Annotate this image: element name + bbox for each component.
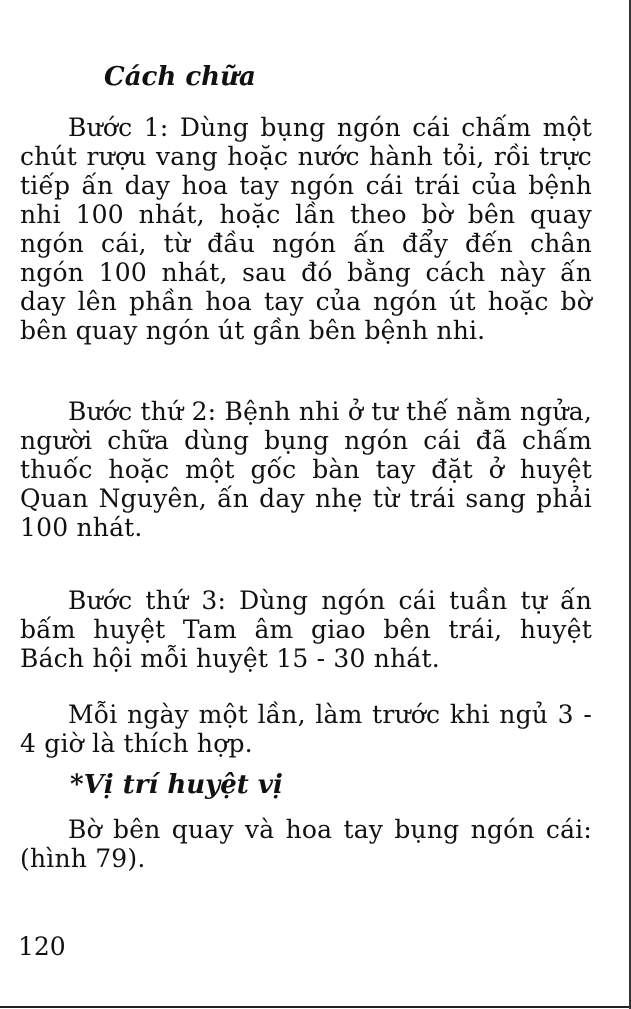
paragraph-acupoint-location: Bờ bên quay và hoa tay bụng ngón cái: (hình 79).	[20, 815, 592, 873]
section-heading-acupoint-location: *Vị trí huyệt vị	[70, 770, 283, 800]
bottom-edge-line	[0, 1006, 631, 1008]
paragraph-step-3: Bước thứ 3: Dùng ngón cái tuần tự ấn bấm huyệt Tam âm giao bên trái, huyệt Bách hội mỗi huyệt 15 - 30 nhát.	[20, 586, 592, 673]
page-number: 120	[18, 932, 66, 961]
paragraph-step-1: Bước 1: Dùng bụng ngón cái chấm một chút rượu vang hoặc nước hành tỏi, rồi trực tiếp ấn day hoa tay ngón cái trái của bệnh nhi 100 nhát, hoặc lần theo bờ bên quay ngón cái, từ đầu ngón ấn đẩy đến chân ngón 100 nhát, sau đó bằng cách này ấn day lên phần hoa tay của ngón út hoặc bờ bên quay ngón út gần bên bệnh nhi.	[20, 113, 592, 345]
paragraph-frequency: Mỗi ngày một lần, làm trước khi ngủ 3 - 4 giờ là thích hợp.	[20, 700, 592, 758]
paragraph-step-2: Bước thứ 2: Bệnh nhi ở tư thế nằm ngửa, người chữa dùng bụng ngón cái đã chấm thuốc hoặc một gốc bàn tay đặt ở huyệt Quan Nguyên, ấn day nhẹ từ trái sang phải 100 nhát.	[20, 397, 592, 542]
section-heading-treatment: Cách chữa	[104, 62, 256, 92]
